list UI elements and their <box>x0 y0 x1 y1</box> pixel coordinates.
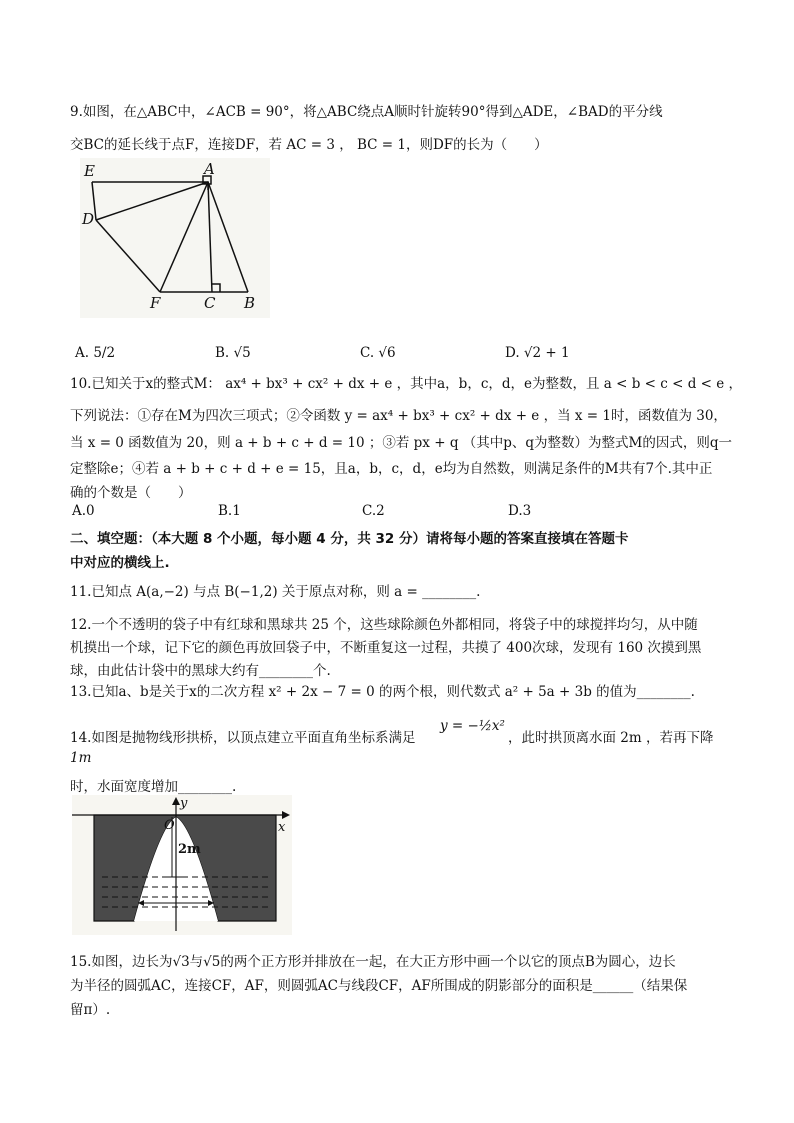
q14-line1a: 14.如图是抛物线形拱桥，以顶点建立平面直角坐标系满足 <box>70 730 416 746</box>
label-C: C <box>204 294 216 312</box>
label-B: B <box>244 294 256 312</box>
q13-text: 13.已知a、b是关于x的二次方程 x² + 2x − 7 = 0 的两个根，则代数式 a² + 5a + 3b 的值为________. <box>70 684 695 700</box>
q9-line1: 9.如图，在△ABC中，∠ACB = 90°，将△ABC绕点A顺时针旋转90°得到△ADE，∠BAD的平分线 <box>70 104 663 120</box>
q14-line3: 时，水面宽度增加________. <box>70 779 237 795</box>
label-A: A <box>204 160 215 178</box>
q15-line3: 留π）. <box>70 1002 111 1018</box>
q12-line1: 12.一个不透明的袋子中有红球和黑球共 25 个，这些球除颜色外都相同，将袋子中的球搅拌均匀，从中随 <box>70 617 698 633</box>
q10-option-a: A.0 <box>72 503 95 519</box>
q9-option-a: A. 5/2 <box>75 345 116 361</box>
q10-option-c: C.2 <box>362 503 385 519</box>
label-F: F <box>150 294 161 312</box>
q10-line5: 确的个数是（ ） <box>70 485 192 501</box>
section2-heading-line1: 二、填空题：（本大题 8 个小题，每小题 4 分，共 32 分）请将每小题的答案直接填在答题卡 <box>70 531 629 547</box>
q9-option-b: B. √5 <box>215 345 251 361</box>
q10-line4: 定整除e；④若 a + b + c + d + e = 15，且a，b，c，d，e均为自然数，则满足条件的M共有7个.其中正 <box>70 461 713 477</box>
q9-figure <box>80 158 270 318</box>
label-D: D <box>82 210 95 228</box>
q14-equation: y = −½x² <box>440 718 505 734</box>
q12-line3: 球，由此估计袋中的黑球大约有________个. <box>70 663 331 679</box>
label-y: y <box>180 796 188 811</box>
label-E: E <box>84 162 95 180</box>
label-2m: 2m <box>178 842 201 857</box>
q10-option-d: D.3 <box>508 503 532 519</box>
q9-option-c: C. √6 <box>360 345 396 361</box>
q10-option-b: B.1 <box>218 503 241 519</box>
section2-heading-line2: 中对应的横线上. <box>70 555 170 571</box>
q9-line2: 交BC的延长线于点F，连接DF，若 AC = 3 ， BC = 1，则DF的长为（ ） <box>70 137 548 153</box>
label-x: x <box>278 820 286 835</box>
q10-line3: 当 x = 0 函数值为 20，则 a + b + c + d = 10 ；③若 px + q （其中p、q为整数）为整式M的因式，则q一 <box>70 435 733 451</box>
q10-line1: 10.已知关于x的整式M： ax⁴ + bx³ + cx² + dx + e ，其中a，b，c，d，e为整数，且 a < b < c < d < e ， <box>70 376 743 392</box>
q9-option-d: D. √2 + 1 <box>505 345 570 361</box>
q14-bridge-figure <box>72 795 292 935</box>
q12-line2: 机摸出一个球，记下它的颜色再放回袋子中，不断重复这一过程，共摸了 400次球，发现有 160 次摸到黑 <box>70 640 702 656</box>
q15-line1: 15.如图，边长为√3与√5的两个正方形并排放在一起，在大正方形中画一个以它的顶点B为圆心，边长 <box>70 954 676 970</box>
q10-line2: 下列说法：①存在M为四次三项式；②令函数 y = ax⁴ + bx³ + cx² + dx + e ，当 x = 1时，函数值为 30， <box>70 408 727 424</box>
q14-line2: 1m <box>70 750 92 766</box>
label-O: O <box>164 818 175 833</box>
q15-line2: 为半径的圆弧AC，连接CF，AF，则圆弧AC与线段CF，AF所围成的阴影部分的面积是______（结果保 <box>70 978 688 994</box>
q11-text: 11.已知点 A(a,−2) 与点 B(−1,2) 关于原点对称，则 a = ________. <box>70 584 481 600</box>
q14-line1b: ，此时拱顶离水面 2m ，若再下降 <box>508 730 714 746</box>
